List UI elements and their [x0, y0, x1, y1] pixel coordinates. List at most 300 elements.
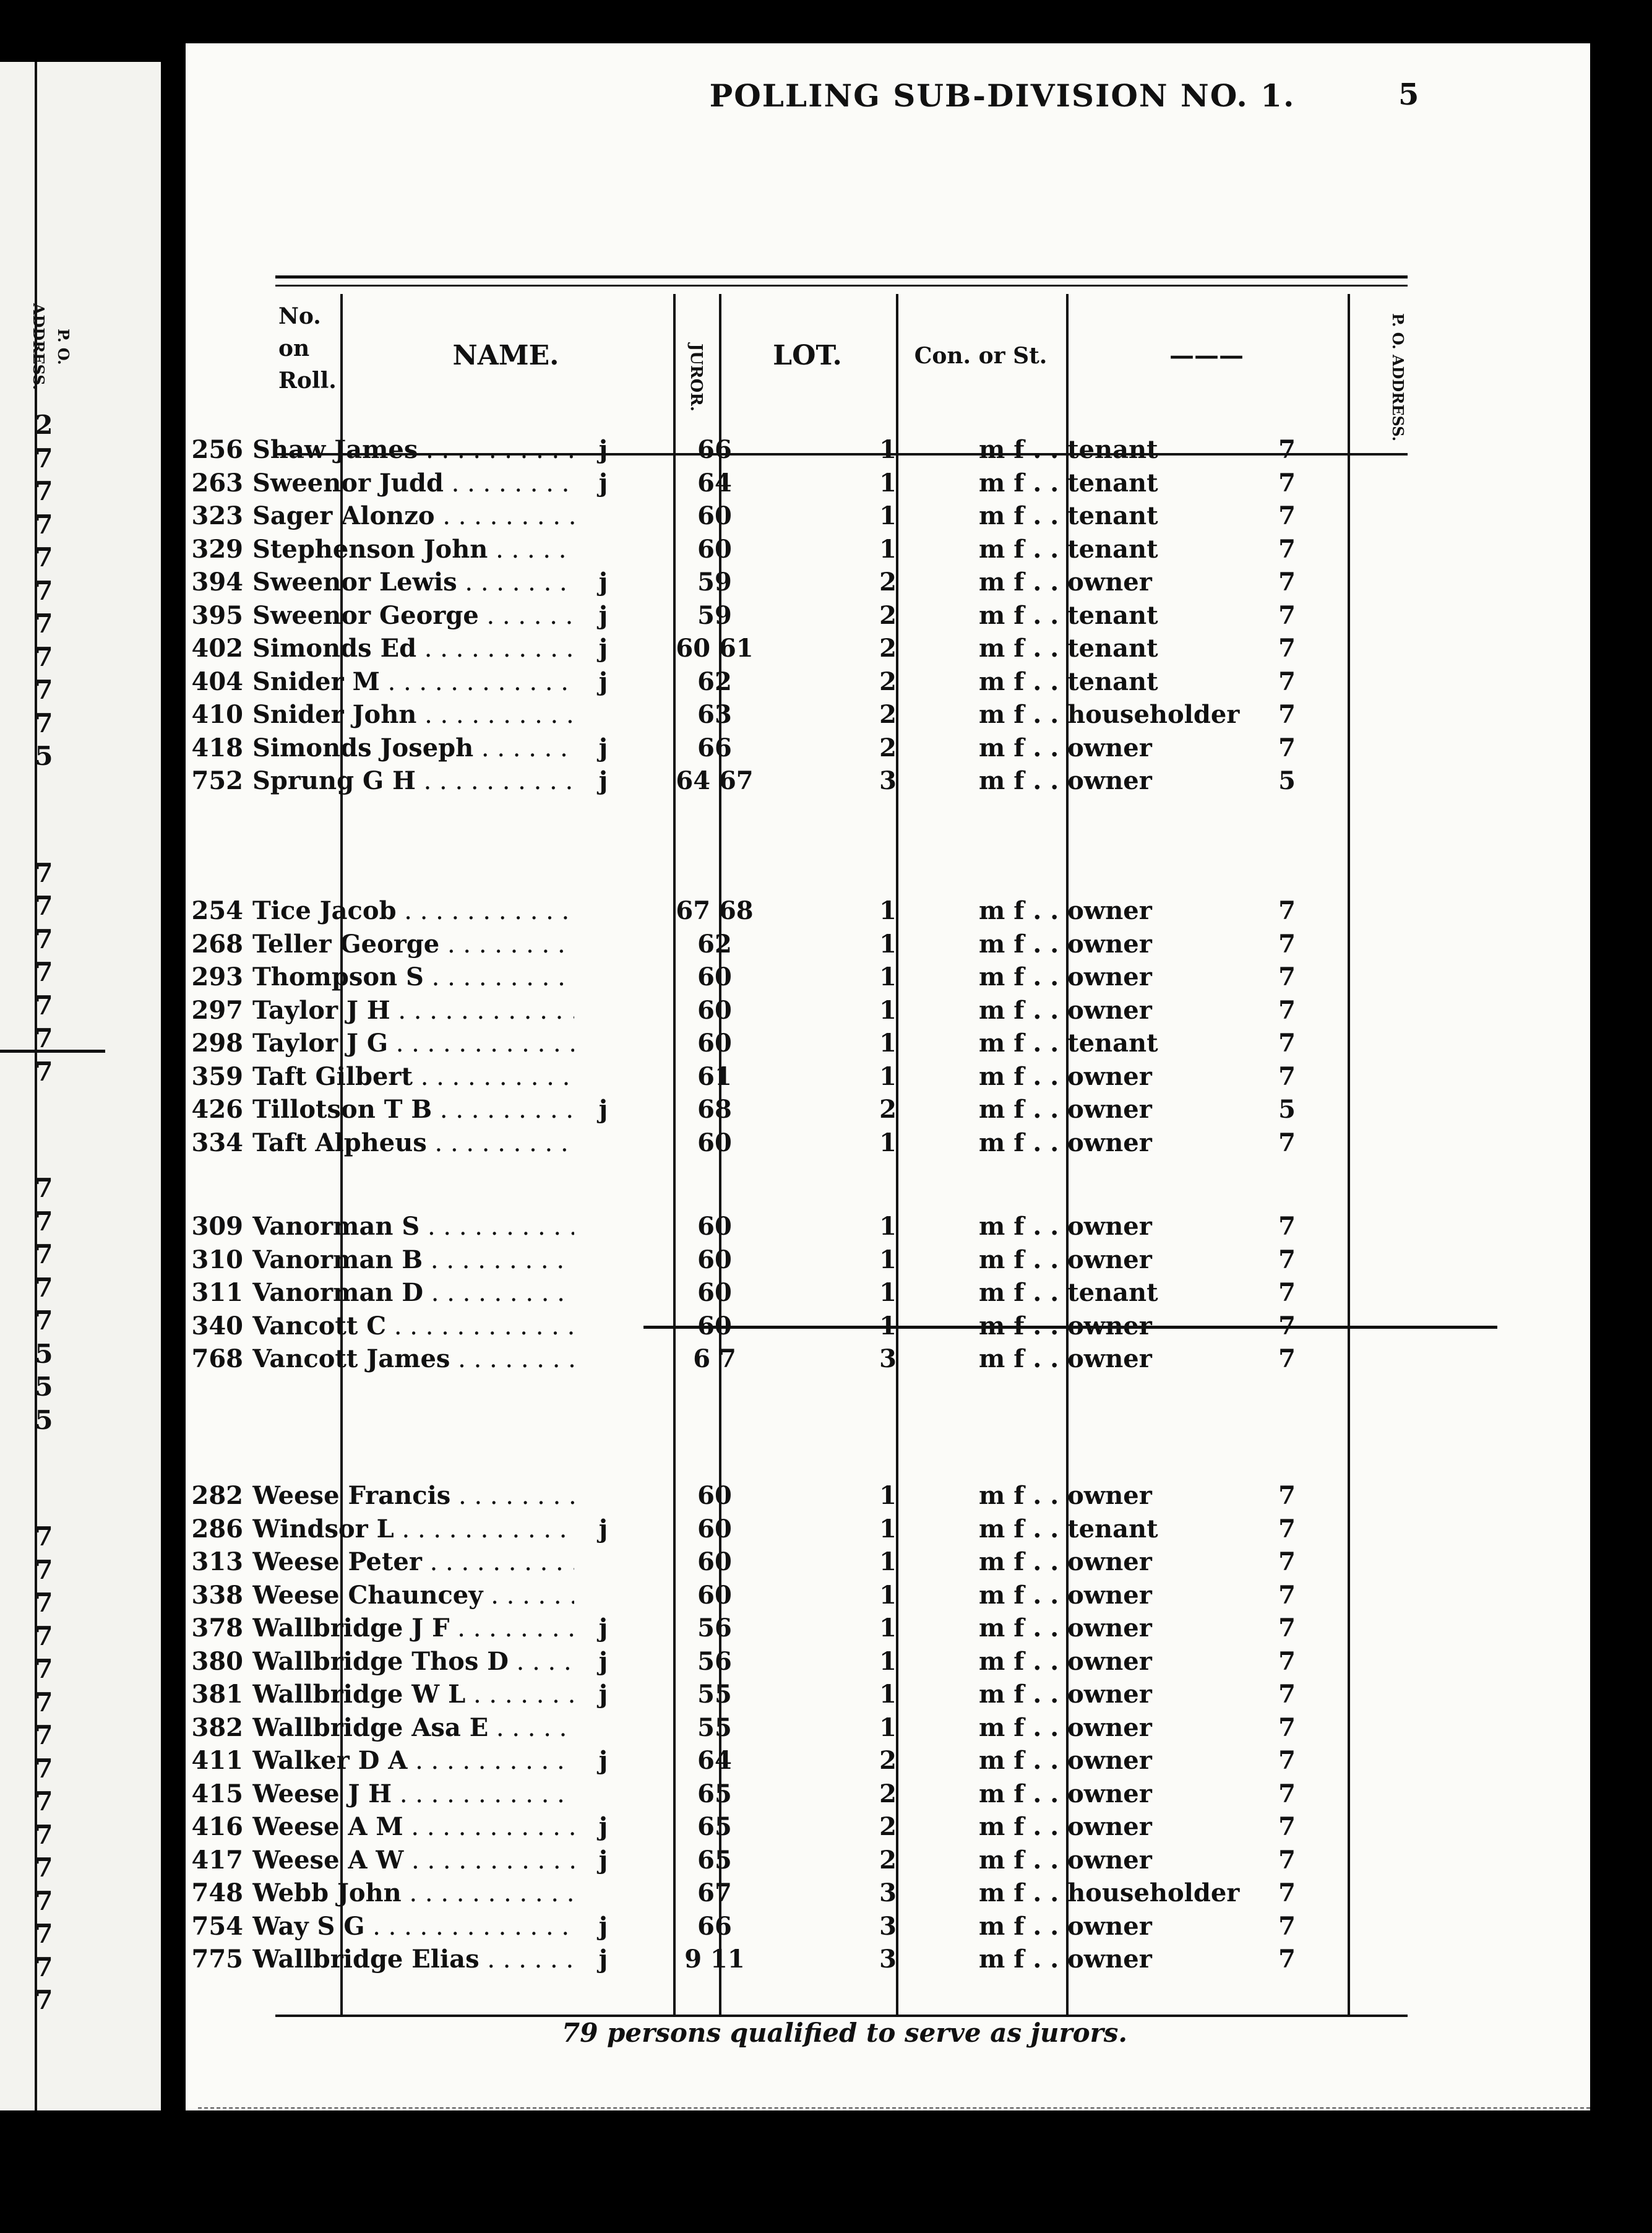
table-row	[186, 533, 1318, 566]
table-row	[186, 467, 1318, 500]
tenure-status: m f . . owner	[979, 896, 1152, 925]
tenure-status: m f . . owner	[979, 1945, 1152, 1974]
tenure-status: m f . . owner	[979, 766, 1152, 795]
previous-page-address-value: 7	[35, 675, 53, 705]
roll-number: 340	[191, 1311, 243, 1341]
table-row	[186, 1612, 1318, 1645]
po-address-code: 7	[1278, 1344, 1296, 1373]
roll-number: 752	[191, 766, 243, 795]
table-row	[186, 994, 1318, 1027]
tenure-status: m f . . owner	[979, 1481, 1152, 1510]
elector-name: Sweenor George . . .	[252, 599, 574, 633]
lot-number: 6 7	[693, 1344, 736, 1373]
lot-number: 60	[697, 995, 732, 1025]
juror-mark: j	[598, 733, 608, 762]
roll-number: 416	[191, 1812, 243, 1841]
concession-number: 1	[879, 1646, 897, 1676]
tenure-status: m f . . tenant	[979, 667, 1158, 696]
table-row	[186, 665, 1318, 699]
po-address-code: 7	[1278, 501, 1296, 530]
lot-number: 60	[697, 1245, 732, 1274]
concession-number: 2	[879, 1095, 897, 1124]
previous-page-address-value: 5	[35, 1338, 53, 1369]
table-row	[186, 433, 1318, 467]
roll-number: 382	[191, 1713, 243, 1742]
table-row	[186, 1027, 1318, 1060]
table-row	[186, 1645, 1318, 1678]
concession-number: 2	[879, 700, 897, 729]
po-address-code: 7	[1278, 1812, 1296, 1841]
tenure-status: m f . . householder	[979, 1878, 1240, 1907]
lot-number: 60	[697, 501, 732, 530]
table-row	[186, 1210, 1318, 1243]
roll-number: 768	[191, 1344, 243, 1373]
roll-number: 297	[191, 995, 243, 1025]
lot-number: 60	[697, 1311, 732, 1341]
elector-name: Webb John . . .	[252, 1877, 574, 1911]
concession-number: 1	[879, 1580, 897, 1610]
table-row	[186, 566, 1318, 599]
po-address-code: 7	[1278, 1547, 1296, 1576]
previous-page-address-value: 7	[35, 509, 53, 540]
tenure-status: m f . . householder	[979, 700, 1240, 729]
lot-number: 64	[697, 1746, 732, 1775]
table-row	[186, 1777, 1318, 1811]
tenure-status: m f . . owner	[979, 733, 1152, 762]
lot-number: 62	[697, 667, 732, 696]
lot-number: 64	[697, 468, 732, 498]
elector-name: Wallbridge J F . . .	[252, 1612, 574, 1646]
elector-name: Taylor J G . . .	[252, 1027, 574, 1061]
previous-page-address-value: 7	[35, 1272, 53, 1303]
header-lot: LOT.	[773, 340, 842, 371]
roll-number: 298	[191, 1029, 243, 1058]
tenure-status: m f . . owner	[979, 1547, 1152, 1576]
previous-page-address-value: 7	[35, 1620, 53, 1651]
concession-number: 2	[879, 1746, 897, 1775]
column-rule-address	[1348, 294, 1350, 2015]
elector-name: Vancott C . . .	[252, 1310, 574, 1344]
po-address-code: 7	[1278, 634, 1296, 663]
concession-number: 2	[879, 600, 897, 630]
roll-number: 286	[191, 1514, 243, 1544]
roll-number: 263	[191, 468, 243, 498]
tenure-status: m f . . tenant	[979, 501, 1158, 530]
tenure-status: m f . . tenant	[979, 534, 1158, 564]
binding-gutter	[161, 62, 186, 2110]
roll-number: 334	[191, 1128, 243, 1157]
po-address-code: 7	[1278, 468, 1296, 498]
concession-number: 2	[879, 1845, 897, 1875]
po-address-code: 7	[1278, 1713, 1296, 1742]
po-address-code: 7	[1278, 435, 1296, 464]
tenure-status: m f . . owner	[979, 1095, 1152, 1124]
previous-page-address-value: 5	[35, 1371, 53, 1402]
elector-name: Taylor J H . . .	[252, 994, 574, 1028]
tenure-status: m f . . owner	[979, 1212, 1152, 1241]
previous-page-address-value: 7	[35, 1753, 53, 1784]
concession-number: 1	[879, 1128, 897, 1157]
juror-mark: j	[598, 667, 608, 696]
po-address-code: 7	[1278, 1481, 1296, 1510]
previous-page-address-value: 7	[35, 923, 53, 954]
roll-number: 313	[191, 1547, 243, 1576]
concession-number: 1	[879, 896, 897, 925]
elector-name: Teller George . . .	[252, 928, 574, 962]
roll-number: 410	[191, 700, 243, 729]
lot-number: 60	[697, 1580, 732, 1610]
previous-page-address-value: 7	[35, 542, 53, 572]
roll-number: 402	[191, 634, 243, 663]
table-row	[186, 1579, 1318, 1612]
lot-number: 68	[697, 1095, 732, 1124]
table-row	[186, 961, 1318, 994]
po-address-code: 5	[1278, 1095, 1296, 1124]
roll-number: 394	[191, 568, 243, 597]
previous-page-address-value: 7	[35, 1023, 53, 1053]
concession-number: 2	[879, 667, 897, 696]
po-address-code: 7	[1278, 700, 1296, 729]
lot-number: 66	[697, 733, 732, 762]
lot-number: 65	[697, 1779, 732, 1808]
table-row	[186, 1479, 1318, 1513]
lot-number: 66	[697, 1911, 732, 1941]
register-section-2	[186, 894, 1318, 1159]
elector-name: Walker D A . . .	[252, 1744, 574, 1778]
previous-page-address-value	[22, 773, 66, 857]
roll-number: 311	[191, 1278, 243, 1307]
concession-number: 3	[879, 1344, 897, 1373]
elector-name: Simonds Joseph . . .	[252, 732, 574, 766]
lot-number: 56	[697, 1613, 732, 1643]
roll-number: 256	[191, 435, 243, 464]
concession-number: 2	[879, 733, 897, 762]
roll-number: 338	[191, 1580, 243, 1610]
previous-page-address-value: 7	[35, 1239, 53, 1269]
elector-name: Weese A W . . .	[252, 1844, 574, 1878]
table-row	[186, 1844, 1318, 1877]
concession-number: 1	[879, 1514, 897, 1544]
previous-page-address-value: 2	[35, 410, 53, 440]
juror-count-footer: 79 persons qualified to serve as jurors.	[561, 2018, 1128, 2048]
table-top-rule	[275, 275, 1408, 287]
header-po-address: P. O. ADDRESS.	[1389, 313, 1407, 442]
elector-name: Wallbridge Asa E . . .	[252, 1711, 574, 1745]
lot-number: 64 67	[676, 766, 754, 795]
roll-number: 748	[191, 1878, 243, 1907]
elector-name: Taft Gilbert . . .	[252, 1060, 574, 1094]
elector-name: Windsor L . . .	[252, 1513, 574, 1547]
concession-number: 1	[879, 1481, 897, 1510]
previous-page-address-value: 7	[35, 891, 53, 921]
table-row	[186, 1810, 1318, 1844]
po-address-code: 7	[1278, 1311, 1296, 1341]
po-address-code: 7	[1278, 1878, 1296, 1907]
elector-name: Weese Peter . . .	[252, 1545, 574, 1579]
concession-number: 1	[879, 501, 897, 530]
previous-page-address-value: 5	[35, 741, 53, 771]
juror-mark: j	[598, 1095, 608, 1124]
table-bottom-rule	[275, 2015, 1408, 2017]
lot-number: 60	[697, 1029, 732, 1058]
previous-page-address-header: P. O. ADDRESS.	[30, 303, 72, 391]
previous-page-address-value: 7	[35, 476, 53, 506]
lot-number: 56	[697, 1646, 732, 1676]
header-roll-number: No. on Roll.	[278, 303, 337, 394]
table-row	[186, 1276, 1318, 1310]
lot-number: 60	[697, 1481, 732, 1510]
table-row	[186, 732, 1318, 765]
roll-number: 754	[191, 1911, 243, 1941]
concession-number: 1	[879, 468, 897, 498]
previous-page-address-value: 7	[35, 1305, 53, 1336]
elector-name: Weese A M . . .	[252, 1810, 574, 1844]
lot-number: 65	[697, 1812, 732, 1841]
roll-number: 775	[191, 1945, 243, 1974]
concession-number: 2	[879, 634, 897, 663]
previous-page-address-value: 7	[35, 1206, 53, 1237]
previous-page-address-value: 7	[35, 1056, 53, 1087]
tenure-status: m f . . owner	[979, 1812, 1152, 1841]
tenure-status: m f . . tenant	[979, 435, 1158, 464]
tenure-status: m f . . owner	[979, 1646, 1152, 1676]
po-address-code: 7	[1278, 1514, 1296, 1544]
tenure-status: m f . . owner	[979, 1911, 1152, 1941]
po-address-code: 7	[1278, 1245, 1296, 1274]
header-name: NAME.	[452, 340, 559, 371]
concession-number: 1	[879, 1278, 897, 1307]
concession-number: 3	[879, 766, 897, 795]
lot-number: 59	[697, 600, 732, 630]
concession-number: 1	[879, 1713, 897, 1742]
juror-mark: j	[598, 1911, 608, 1941]
elector-name: Taft Alpheus . . .	[252, 1126, 574, 1160]
concession-number: 2	[879, 568, 897, 597]
po-address-code: 7	[1278, 1029, 1296, 1058]
roll-number: 329	[191, 534, 243, 564]
po-address-code: 7	[1278, 1845, 1296, 1875]
juror-mark: j	[598, 600, 608, 630]
concession-number: 1	[879, 435, 897, 464]
elector-name: Vancott James . . .	[252, 1342, 574, 1376]
juror-mark: j	[598, 634, 608, 663]
po-address-code: 7	[1278, 1278, 1296, 1307]
table-row	[186, 1877, 1318, 1910]
juror-mark: j	[598, 435, 608, 464]
table-row	[186, 1126, 1318, 1160]
concession-number: 1	[879, 962, 897, 991]
concession-number: 1	[879, 1680, 897, 1709]
concession-number: 1	[879, 1029, 897, 1058]
elector-name: Thompson S . . .	[252, 961, 574, 995]
previous-page-strike-line	[0, 1050, 105, 1053]
header-concession: Con. or St.	[914, 343, 1048, 369]
lot-number: 60	[697, 1128, 732, 1157]
table-row	[186, 499, 1318, 533]
lot-number: 60 61	[676, 634, 754, 663]
elector-name: Sweenor Lewis . . .	[252, 566, 574, 600]
po-address-code: 7	[1278, 568, 1296, 597]
po-address-code: 7	[1278, 733, 1296, 762]
table-row	[186, 1513, 1318, 1546]
lot-number: 67	[697, 1878, 732, 1907]
tenure-status: m f . . owner	[979, 1779, 1152, 1808]
elector-name: Tice Jacob . . .	[252, 894, 574, 928]
roll-number: 323	[191, 501, 243, 530]
tenure-status: m f . . tenant	[979, 600, 1158, 630]
concession-number: 2	[879, 1779, 897, 1808]
header-tenure: ———	[1169, 341, 1244, 370]
roll-number: 268	[191, 929, 243, 959]
elector-name: Weese Chauncey . . .	[252, 1579, 574, 1613]
roll-number: 309	[191, 1212, 243, 1241]
tenure-status: m f . . owner	[979, 1845, 1152, 1875]
previous-page-address-value: 7	[35, 990, 53, 1021]
tenure-status: m f . . owner	[979, 1613, 1152, 1643]
previous-page-address-value: 7	[35, 1554, 53, 1585]
table-row	[186, 1060, 1318, 1094]
lot-number: 60	[697, 1212, 732, 1241]
tenure-status: m f . . owner	[979, 1680, 1152, 1709]
elector-name: Way S G . . .	[252, 1910, 574, 1944]
elector-name: Vanorman S . . .	[252, 1210, 574, 1244]
previous-page-address-value: 7	[35, 575, 53, 606]
roll-number: 395	[191, 600, 243, 630]
concession-number: 1	[879, 1613, 897, 1643]
page-bottom-rule	[198, 2107, 1590, 2109]
previous-page-address-value: 7	[35, 641, 53, 672]
tenure-status: m f . . owner	[979, 1344, 1152, 1373]
roll-number: 404	[191, 667, 243, 696]
juror-mark: j	[598, 1845, 608, 1875]
table-row	[186, 1545, 1318, 1579]
previous-page-address-column	[22, 408, 66, 2017]
concession-number: 3	[879, 1911, 897, 1941]
po-address-code: 7	[1278, 995, 1296, 1025]
previous-page-address-value	[22, 1436, 66, 1520]
lot-number: 65	[697, 1845, 732, 1875]
tenure-status: m f . . owner	[979, 1245, 1152, 1274]
lot-number: 59	[697, 568, 732, 597]
previous-page-address-value: 7	[35, 1173, 53, 1203]
elector-name: Vanorman D . . .	[252, 1276, 574, 1310]
tenure-status: m f . . owner	[979, 1746, 1152, 1775]
lot-number: 66	[697, 435, 732, 464]
lot-number: 63	[697, 700, 732, 729]
elector-name: Shaw James . . .	[252, 433, 574, 467]
tenure-status: m f . . owner	[979, 1061, 1152, 1091]
concession-number: 1	[879, 534, 897, 564]
po-address-code: 7	[1278, 1945, 1296, 1974]
previous-page-address-value: 5	[35, 1404, 53, 1435]
strike-through-line	[643, 1326, 1497, 1329]
previous-page-address-value: 7	[35, 1852, 53, 1883]
previous-page-address-value: 7	[35, 608, 53, 639]
po-address-code: 7	[1278, 667, 1296, 696]
lot-number: 67 68	[676, 896, 754, 925]
table-row	[186, 1744, 1318, 1777]
roll-number: 380	[191, 1646, 243, 1676]
tenure-status: m f . . owner	[979, 1311, 1152, 1341]
lot-number: 60	[697, 962, 732, 991]
header-juror: JUROR.	[687, 343, 705, 412]
roll-number: 293	[191, 962, 243, 991]
register-section-4	[186, 1479, 1318, 1976]
elector-name: Stephenson John . . .	[252, 533, 574, 567]
previous-page-address-value: 7	[35, 1819, 53, 1850]
tenure-status: m f . . tenant	[979, 1029, 1158, 1058]
po-address-code: 7	[1278, 1061, 1296, 1091]
po-address-code: 7	[1278, 896, 1296, 925]
elector-name: Tillotson T B . . .	[252, 1093, 574, 1127]
po-address-code: 7	[1278, 1580, 1296, 1610]
lot-number: 60	[697, 534, 732, 564]
lot-number: 62	[697, 929, 732, 959]
po-address-code: 7	[1278, 600, 1296, 630]
previous-page-address-value: 7	[35, 1587, 53, 1618]
concession-number: 1	[879, 1212, 897, 1241]
concession-number: 2	[879, 1812, 897, 1841]
previous-page-address-value: 7	[35, 443, 53, 473]
table-row	[186, 1943, 1318, 1976]
concession-number: 3	[879, 1945, 897, 1974]
elector-name: Snider M . . .	[252, 665, 574, 699]
roll-number: 381	[191, 1680, 243, 1709]
tenure-status: m f . . tenant	[979, 1278, 1158, 1307]
elector-name: Weese Francis . . .	[252, 1479, 574, 1513]
juror-mark: j	[598, 1812, 608, 1841]
previous-page-address-value: 7	[35, 707, 53, 738]
po-address-code: 7	[1278, 1128, 1296, 1157]
previous-page-address-value: 7	[35, 1786, 53, 1816]
elector-name: Simonds Ed . . .	[252, 632, 574, 666]
previous-page-address-value: 7	[35, 1985, 53, 2015]
roll-number: 415	[191, 1779, 243, 1808]
elector-name: Weese J H . . .	[252, 1777, 574, 1812]
previous-page-address-value: 7	[35, 1687, 53, 1717]
previous-page-address-value: 7	[35, 1951, 53, 1982]
roll-number: 254	[191, 896, 243, 925]
previous-page-address-value: 7	[35, 1885, 53, 1916]
tenure-status: m f . . owner	[979, 568, 1152, 597]
previous-page-address-value: 7	[35, 1654, 53, 1684]
lot-number: 60	[697, 1514, 732, 1544]
lot-number: 55	[697, 1680, 732, 1709]
elector-name: Snider John . . .	[252, 698, 574, 732]
juror-mark: j	[598, 766, 608, 795]
concession-number: 1	[879, 929, 897, 959]
concession-number: 3	[879, 1878, 897, 1907]
table-row	[186, 1678, 1318, 1711]
table-row	[186, 1093, 1318, 1126]
concession-number: 1	[879, 1547, 897, 1576]
elector-name: Wallbridge Thos D . . .	[252, 1645, 574, 1679]
page-title: POLLING SUB-DIVISION NO. 1.	[709, 77, 1296, 114]
concession-number: 1	[879, 1311, 897, 1341]
table-row	[186, 928, 1318, 961]
po-address-code: 7	[1278, 929, 1296, 959]
previous-page-address-value: 7	[35, 857, 53, 888]
concession-number: 1	[879, 995, 897, 1025]
tenure-status: m f . . owner	[979, 995, 1152, 1025]
roll-number: 378	[191, 1613, 243, 1643]
po-address-code: 5	[1278, 766, 1296, 795]
po-address-code: 7	[1278, 1212, 1296, 1241]
tenure-status: m f . . owner	[979, 962, 1152, 991]
lot-number: 9 11	[684, 1945, 745, 1974]
table-row	[186, 698, 1318, 732]
table-row	[186, 1711, 1318, 1745]
